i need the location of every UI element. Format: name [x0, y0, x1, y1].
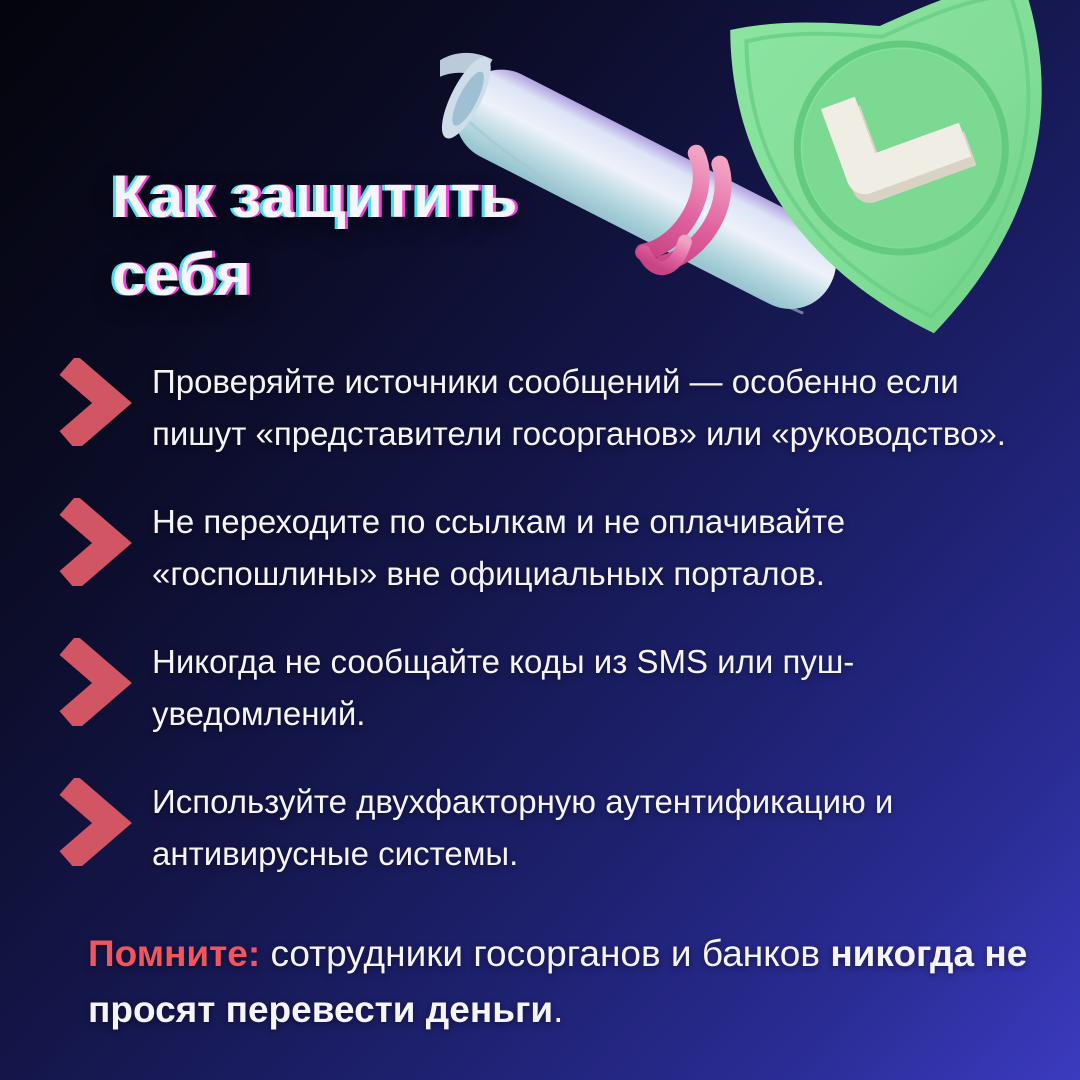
chevron-right-icon — [58, 496, 152, 591]
tip-line: «госпошлины» вне официальных порталов. — [152, 555, 825, 592]
footer-body: сотрудники госорганов и банков — [260, 933, 831, 974]
list-item — [58, 776, 1048, 880]
tip-line: Никогда не сообщайте коды из SMS или пуш- — [152, 643, 855, 680]
list-item — [58, 356, 1048, 460]
page-title — [112, 158, 518, 314]
tip-line: Проверяйте источники сообщений — особенно если — [152, 363, 959, 400]
tip-line: пишут «представители госорганов» или «руководство». — [152, 415, 1006, 452]
tip-line: Используйте двухфакторную аутентификацию и — [152, 783, 894, 820]
tip-line: Не переходите по ссылкам и не оплачивайте — [152, 503, 846, 540]
title-line-2: себя — [112, 241, 252, 308]
tips-list — [58, 356, 1048, 916]
tip-line: уведомлений. — [152, 695, 366, 732]
tip-line: антивирусные системы. — [152, 835, 519, 872]
chevron-right-icon — [58, 776, 152, 871]
footer-label: Помните: — [88, 933, 261, 974]
footer-period: . — [553, 989, 564, 1030]
tip-text — [152, 356, 1006, 460]
footer-note — [88, 926, 1038, 1038]
tip-text — [152, 636, 854, 740]
list-item — [58, 636, 1048, 740]
tip-text — [152, 496, 845, 600]
footer-emphasis: никогда не просят перевести деньги — [88, 933, 1028, 1030]
chevron-right-icon — [58, 636, 152, 731]
list-item — [58, 496, 1048, 600]
tip-text — [152, 776, 893, 880]
title-line-1: Как защитить — [112, 163, 518, 230]
chevron-right-icon — [58, 356, 152, 451]
